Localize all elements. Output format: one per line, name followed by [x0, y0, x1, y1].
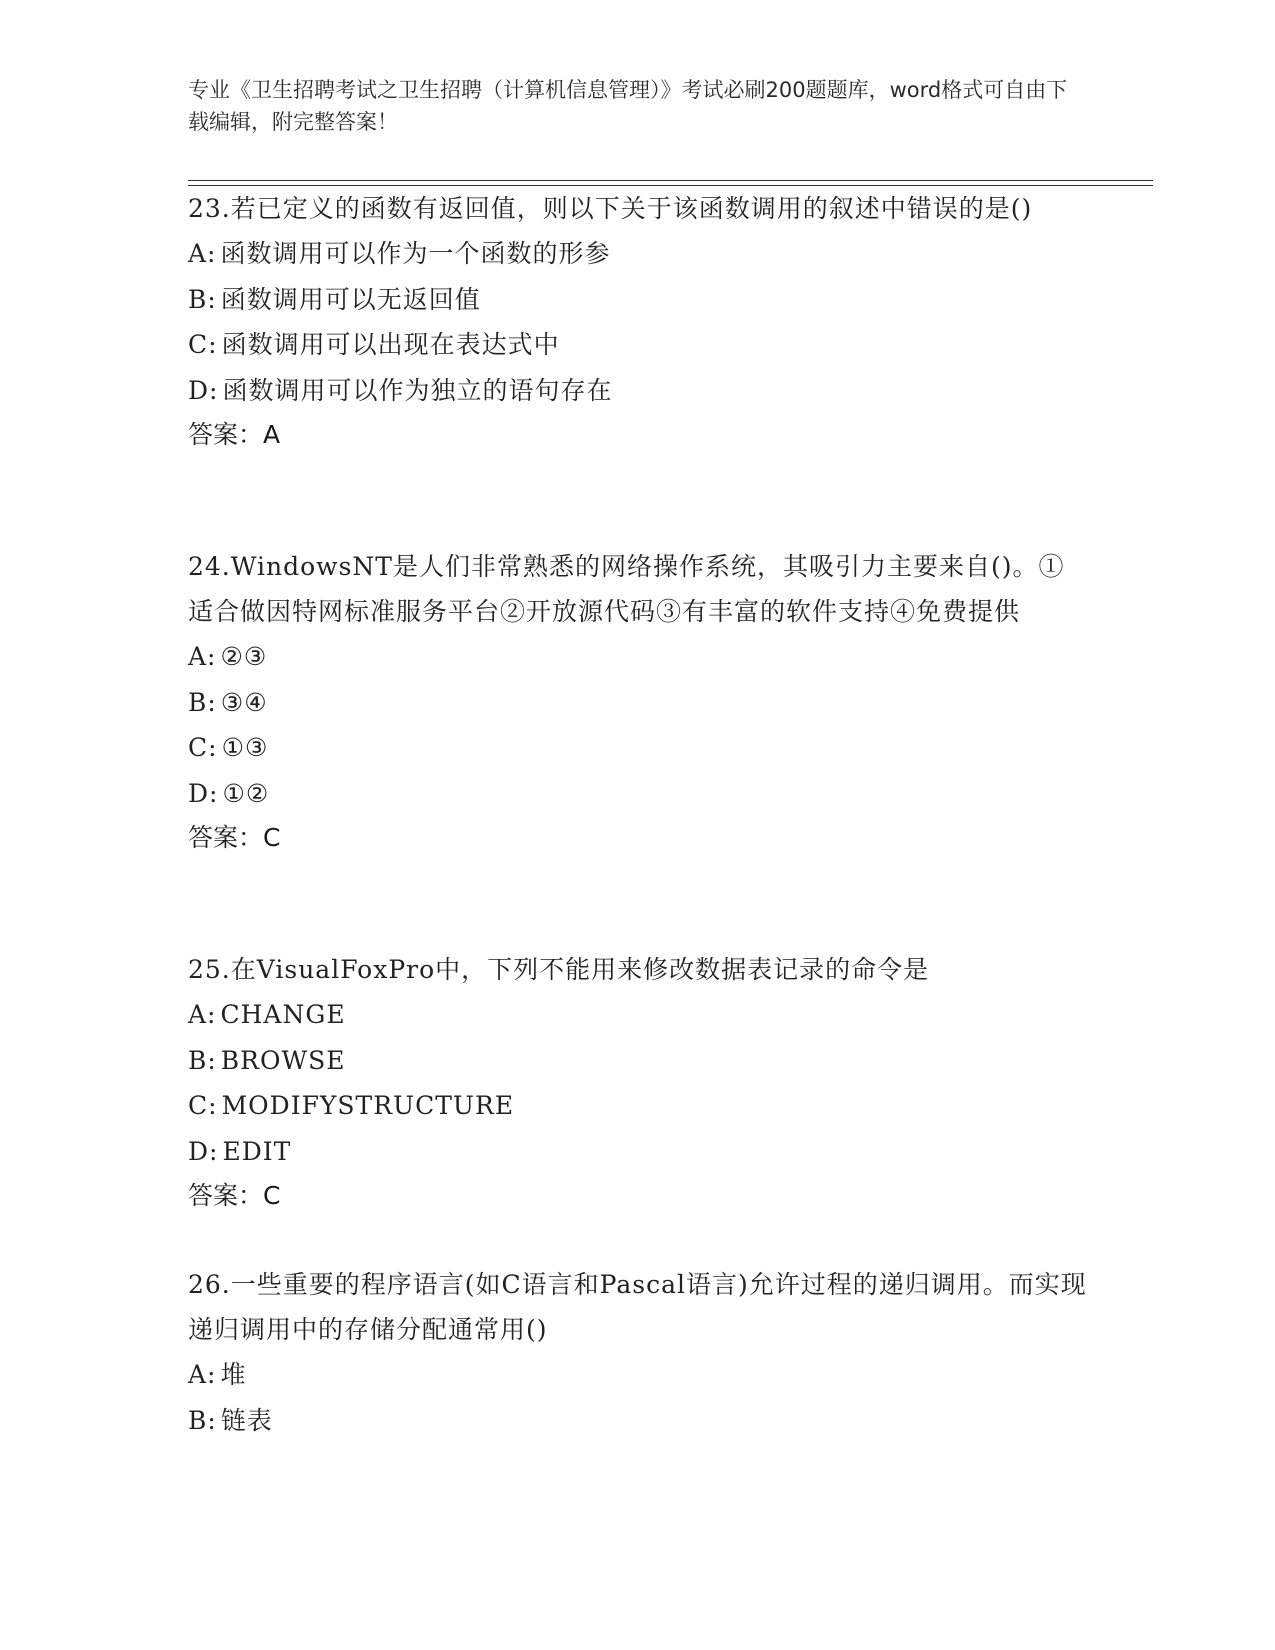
option-c	[188, 322, 1088, 368]
question-stem: 26.一些重要的程序语言(如C语言和Pascal语言)允许过程的递归调用。而实现递归调用中的存储分配通常用()	[188, 1270, 1087, 1344]
question-stem: 25.在VisualFoxPro中，下列不能用来修改数据表记录的命令是	[188, 955, 930, 984]
option-a	[188, 1352, 1088, 1398]
option-text: ③④	[220, 687, 268, 717]
option-letter: B:	[188, 1045, 217, 1075]
question-stem: 23.若已定义的函数有返回值，则以下关于该函数调用的叙述中错误的是()	[188, 194, 1033, 223]
option-letter: D:	[188, 375, 219, 405]
answer-line: 答案：C	[188, 823, 281, 852]
option-letter: B:	[188, 687, 217, 717]
option-text: 函数调用可以作为独立的语句存在	[222, 375, 613, 405]
option-a	[188, 992, 1088, 1038]
option-letter: A:	[188, 1000, 217, 1029]
option-letter: A:	[188, 239, 217, 268]
option-b	[188, 1398, 1088, 1444]
option-c	[188, 1083, 1088, 1129]
answer-line: 答案：A	[188, 420, 281, 449]
option-text: 函数调用可以作为一个函数的形参	[220, 239, 611, 268]
document-header: 专业《卫生招聘考试之卫生招聘（计算机信息管理）》考试必刷200题题库，word格式可自由下载编辑，附完整答案！	[188, 78, 1068, 134]
question-23	[188, 186, 1088, 457]
option-a	[188, 231, 1088, 277]
option-letter: C:	[188, 330, 218, 359]
option-text: 函数调用可以无返回值	[220, 284, 481, 314]
option-letter: C:	[188, 733, 218, 762]
option-text: 函数调用可以出现在表达式中	[221, 330, 560, 359]
option-text: MODIFYSTRUCTURE	[221, 1091, 515, 1120]
question-25	[188, 947, 1088, 1218]
option-text: ①②	[222, 778, 270, 808]
option-d	[188, 1129, 1088, 1175]
header-divider-top	[188, 180, 1153, 181]
option-b	[188, 680, 1088, 726]
option-text: EDIT	[222, 1136, 292, 1166]
option-text: ①③	[221, 733, 269, 762]
option-letter: D:	[188, 778, 219, 808]
option-text: BROWSE	[220, 1045, 346, 1075]
option-d	[188, 771, 1088, 817]
option-text: CHANGE	[220, 1000, 346, 1029]
question-stem: 24.WindowsNT是人们非常熟悉的网络操作系统，其吸引力主要来自()。①适合做因特网标准服务平台②开放源代码③有丰富的软件支持④免费提供	[188, 552, 1065, 626]
option-d	[188, 368, 1088, 414]
answer-line: 答案：C	[188, 1181, 281, 1210]
option-c	[188, 725, 1088, 771]
option-text: ②③	[220, 642, 268, 671]
option-b	[188, 1038, 1088, 1084]
option-letter: C:	[188, 1091, 218, 1120]
option-letter: D:	[188, 1136, 219, 1166]
option-letter: A:	[188, 1360, 217, 1389]
question-24	[188, 544, 1088, 860]
option-text: 链表	[220, 1405, 273, 1435]
option-letter: A:	[188, 642, 217, 671]
option-letter: B:	[188, 1405, 217, 1435]
option-letter: B:	[188, 284, 217, 314]
option-b	[188, 277, 1088, 323]
question-26	[188, 1262, 1088, 1443]
option-text: 堆	[220, 1360, 247, 1389]
option-a	[188, 634, 1088, 680]
